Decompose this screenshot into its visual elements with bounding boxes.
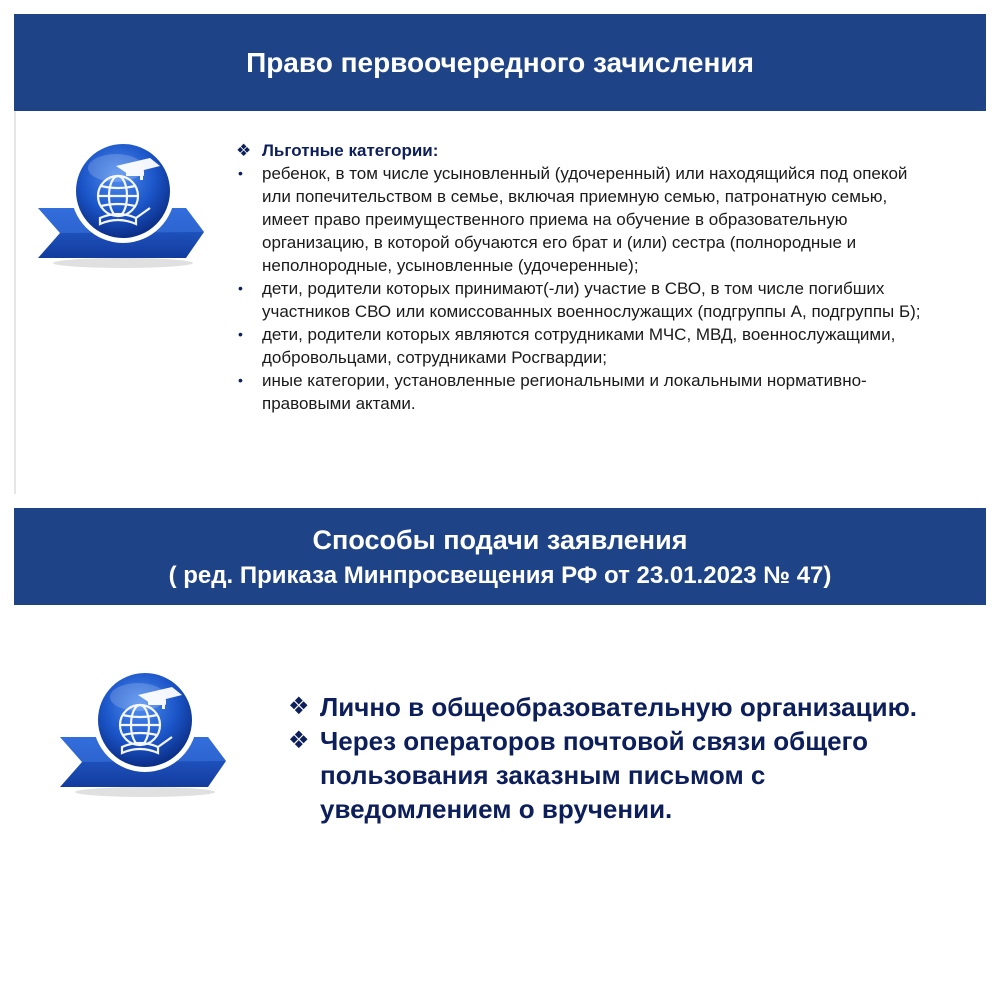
list-item [232, 323, 932, 369]
categories-heading-text: Льготные категории: [262, 141, 439, 160]
list-item [232, 162, 932, 277]
education-globe-icon [38, 136, 208, 271]
categories-list [232, 162, 932, 415]
list-item-text: Через операторов почтовой связи общего пользования заказным письмом с уведомлением о вручении. [320, 726, 868, 824]
section1-title: Право первоочередного зачисления [246, 47, 754, 78]
section2-subtitle: ( ред. Приказа Минпросвещения РФ от 23.01.2023 № 47) [168, 562, 832, 589]
dot-bullet-icon: • [238, 326, 243, 342]
diamond-bullet-icon: ❖ [236, 141, 252, 160]
categories-heading [236, 140, 932, 162]
education-globe-icon [60, 665, 230, 800]
dot-bullet-icon: • [238, 372, 243, 388]
list-item [288, 724, 948, 826]
list-item [232, 369, 932, 415]
title-banner-priority [14, 14, 986, 111]
left-divider [14, 111, 16, 494]
methods-content [288, 690, 948, 826]
priority-content [232, 140, 932, 415]
list-item-text: ребенок, в том числе усыновленный (удочеренный) или находящийся под опекой или попечительством в семье, включая приемную семью, патронатную семью, имеет право преимущественного приема на обучение в образовательную организацию, в которой обучаются его брат и (или) сестра (полнородные и неполнородные, усыновленные (удочеренные); [262, 164, 908, 275]
title-banner-methods [14, 508, 986, 605]
list-item [288, 690, 948, 724]
diamond-bullet-icon: ❖ [288, 727, 310, 754]
list-item-text: дети, родители которых принимают(-ли) участие в СВО, в том числе погибших участников СВО или комиссованных военнослужащих (подгруппы А, подгруппы Б); [262, 279, 921, 321]
dot-bullet-icon: • [238, 280, 243, 296]
section2-title: Способы подачи заявления [312, 525, 688, 555]
list-item-text: дети, родители которых являются сотрудниками МЧС, МВД, военнослужащими, добровольцами, сотрудниками Росгвардии; [262, 325, 896, 367]
diamond-bullet-icon: ❖ [288, 693, 310, 720]
list-item-text: иные категории, установленные региональными и локальными нормативно-правовыми актами. [262, 371, 867, 413]
dot-bullet-icon: • [238, 165, 243, 181]
list-item-text: Лично в общеобразовательную организацию. [320, 692, 917, 722]
list-item [232, 277, 932, 323]
methods-list [288, 690, 948, 826]
